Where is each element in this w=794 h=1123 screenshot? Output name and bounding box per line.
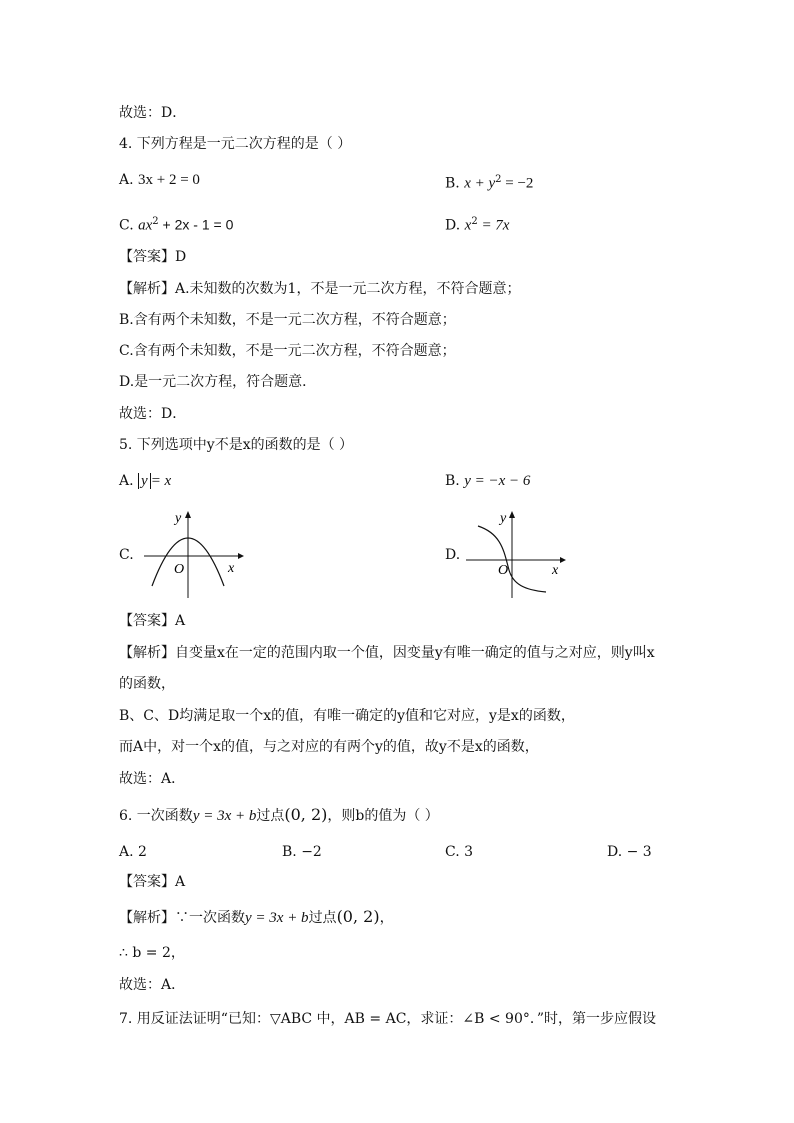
q5-option-b: B. y = −x − 6 bbox=[445, 473, 531, 489]
q4-stem: 4. 下列方程是一元二次方程的是（ ） bbox=[119, 136, 352, 152]
q4-analysis-line-2: B.含有两个未知数，不是一元二次方程，不符合题意； bbox=[119, 312, 456, 328]
q6-stem: 6. 一次函数y = 3x + b过点(0, 2)，则b的值为（ ） bbox=[119, 805, 439, 824]
q5-stem: 5. 下列选项中y不是x的函数的是（ ） bbox=[119, 437, 354, 453]
q5-answer: 【答案】A bbox=[119, 613, 186, 629]
q5-option-a: A. y = x bbox=[119, 473, 172, 489]
q4-option-b: B. $x + y^2 = -2$ bbox=[445, 174, 534, 192]
q5-graph-d bbox=[462, 508, 572, 600]
q5-choose: 故选：A． bbox=[119, 771, 186, 787]
y-axis-arrow bbox=[185, 511, 191, 518]
q6-option-c: C. 3 bbox=[445, 844, 474, 860]
q7-stem: 7. 用反证法证明“已知：▽ABC 中，AB = AC，求证：∠B < 90°．”时，第一步应假设 bbox=[119, 1011, 657, 1027]
q4-option-a: A. 3x + 2 = 0 bbox=[119, 172, 200, 188]
x-axis-arrow bbox=[560, 557, 566, 563]
q5-analysis-line-1: 【解析】自变量x在一定的范围内取一个值，因变量y有唯一确定的值与之对应，则y叫x bbox=[119, 645, 655, 661]
origin-label: O bbox=[498, 563, 509, 578]
q4-option-c: C. $ax^2 + 2x - 1 = 0$ bbox=[119, 216, 234, 234]
q5-analysis-line-2: 的函数， bbox=[119, 676, 175, 692]
q5-graph-c bbox=[138, 508, 248, 600]
q4-answer: 【答案】D bbox=[119, 249, 187, 265]
q4-analysis-line-4: D.是一元二次方程，符合题意． bbox=[119, 374, 317, 390]
q5-analysis-line-3: B、C、D均满足取一个x的值，有唯一确定的y值和它对应，y是x的函数， bbox=[119, 708, 575, 724]
q6-choose: 故选：A． bbox=[119, 977, 186, 993]
origin-label: O bbox=[174, 562, 185, 577]
q5-option-d-label: D. bbox=[445, 547, 461, 563]
y-axis-arrow bbox=[509, 511, 515, 518]
q4-analysis-line-1: 【解析】A.未知数的次数为1，不是一元二次方程，不符合题意； bbox=[119, 281, 521, 297]
q3-choose: 故选：D． bbox=[119, 105, 187, 121]
x-axis-arrow bbox=[238, 553, 244, 559]
q4-option-d: D. $x^2 = 7x$ bbox=[445, 216, 510, 234]
q6-therefore: ∴ b = 2， bbox=[119, 945, 185, 961]
y-axis-label: y bbox=[500, 511, 507, 526]
q4-choose: 故选：D． bbox=[119, 406, 187, 422]
q6-answer: 【答案】A bbox=[119, 874, 186, 890]
x-axis-label: x bbox=[228, 561, 235, 576]
q6-option-d: D. − 3 bbox=[607, 844, 652, 860]
q6-option-a: A. 2 bbox=[119, 844, 147, 860]
q5-analysis-line-4: 而A中，对一个x的值，与之对应的有两个y的值，故y不是x的函数， bbox=[119, 739, 539, 755]
x-axis-label: x bbox=[552, 563, 559, 578]
q6-analysis: 【解析】∵一次函数y = 3x + b过点(0, 2)， bbox=[119, 907, 394, 926]
q4-analysis-line-3: C.含有两个未知数，不是一元二次方程，不符合题意； bbox=[119, 343, 456, 359]
q6-option-b: B. −2 bbox=[282, 844, 322, 860]
q5-option-c-label: C. bbox=[119, 547, 134, 563]
y-axis-label: y bbox=[175, 511, 182, 526]
